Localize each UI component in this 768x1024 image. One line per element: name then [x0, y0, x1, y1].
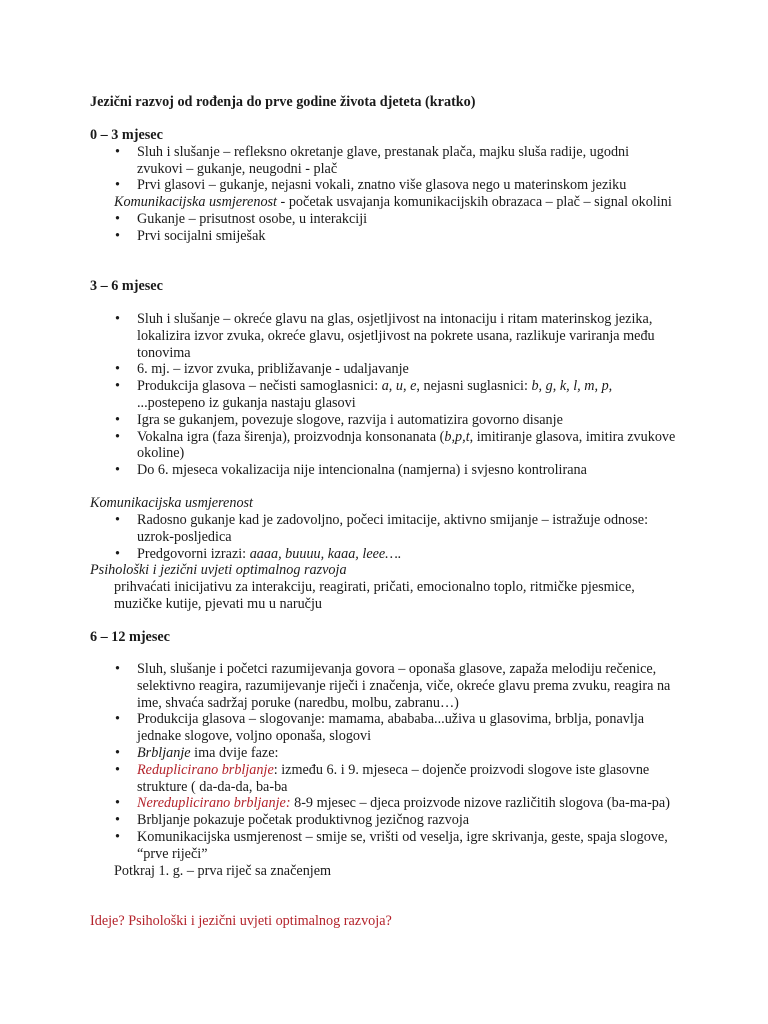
psiholoski-text: prihvaćati inicijativu za interakciju, reagirati, pričati, emocionalno toplo, ritmičke pjesmice, muzičke kutije, pjevati mu u naručju	[114, 579, 635, 612]
list-item: • Sluh, slušanje i početci razumijevanja govora – oponaša glasove, zapaža melodiju rečenice, selektivno reagira, razumijevanje riječi i značenja, viče, okreće glavu prema zvuku, reagira na ime, shvaća sadržaj poruke (naredbu, molbu, zabranu…)	[90, 661, 678, 711]
nereduplicirano-term: Nereduplicirano brbljanje:	[137, 795, 291, 812]
list-item	[90, 546, 678, 563]
section-heading: 3 – 6 mjesec	[90, 278, 163, 294]
consonants: b, g, k, l, m, p,	[531, 378, 613, 395]
reduplicirano-term: Reduplicirano brbljanje	[137, 761, 274, 778]
text: , imitiranje glasova, imitira zvukove okoline)	[137, 428, 676, 462]
list-item: • Do 6. mjeseca vokalizacija nije intencionalna (namjerna) i svjesno kontrolirana	[90, 462, 678, 479]
list-item: • Brbljanje pokazuje početak produktivnog jezičnog razvoja	[90, 812, 678, 829]
text: ...postepeno iz gukanja nastaju glasovi	[137, 394, 356, 411]
list-item: • Igra se gukanjem, povezuje slogove, razvija i automatizira govorno disanje	[90, 412, 678, 429]
komunikacija-label: Komunikacijska usmjerenost	[90, 495, 254, 511]
text: , nejasni suglasnici:	[416, 378, 532, 395]
psiholoski-label: Psihološki i jezični uvjeti optimalnog razvoja	[90, 562, 347, 579]
text: : između 6. i 9. mjeseca – dojenče proizvodi slogove iste glasovne strukture ( da-da-da, ba-ba	[137, 761, 650, 795]
list-item	[90, 795, 678, 812]
potkraj-text: Potkraj 1. g. – prva riječ sa značenjem	[114, 862, 332, 879]
komunikacija-block	[90, 512, 678, 613]
text: ima dvije faze:	[190, 744, 279, 761]
text: Vokalna igra (faza širenja), proizvodnja konsonanata (	[137, 428, 445, 445]
text: Produkcija glasova – nečisti samoglasnici:	[137, 378, 382, 395]
vowels: a, u, e	[381, 378, 417, 395]
text: Predgovorni izrazi:	[137, 545, 250, 562]
list-item: • Komunikacijska usmjerenost – smije se, vrišti od veselja, igre skrivanja, geste, spaja slogove, “prve riječi”	[90, 829, 678, 863]
list-item	[90, 745, 678, 762]
bullet-list	[90, 311, 678, 479]
section-0-3	[90, 127, 678, 245]
bullet-list	[90, 512, 678, 562]
list-item: • Prvi socijalni smiješak	[90, 228, 678, 245]
list-item: • Radosno gukanje kad je zadovoljno, počeci imitacije, aktivno smijanje – istražuje odnose: uzrok-posljedica	[90, 512, 678, 546]
list-item	[90, 762, 678, 796]
komunikacija-text: početak usvajanja komunikacijskih obrazaca – plač – signal okolini	[285, 194, 672, 211]
bullet-list	[90, 661, 678, 863]
list-item: • Gukanje – prisutnost osobe, u interakciji	[90, 211, 678, 228]
list-item: • 6. mj. – izvor zvuka, približavanje - udaljavanje	[90, 361, 678, 378]
list-item	[90, 429, 678, 463]
document-title: Jezični razvoj od rođenja do prve godine života djeteta (kratko)	[90, 94, 476, 110]
brbljanje-term: Brbljanje	[137, 744, 191, 761]
list-item: • Sluh i slušanje – refleksno okretanje glave, prestanak plača, majku sluša radije, ugodni zvukovi – gukanje, neugodni - plač	[90, 144, 678, 178]
section-6-12	[90, 661, 678, 879]
predgovorni-examples: aaaa, buuuu, kaaa, leee….	[249, 545, 402, 562]
text: 8-9 mjesec – djeca proizvode nizove različitih slogova (ba-ma-pa)	[290, 795, 670, 812]
list-item: • Prvi glasovi – gukanje, nejasni vokali, znatno više glasova nego u materinskom jeziku	[90, 177, 678, 194]
section-3-6	[90, 311, 678, 479]
komunikacija-label: Komunikacijska usmjerenost -	[114, 194, 286, 211]
list-item: • Sluh i slušanje – okreće glavu na glas, osjetljivost na intonaciju i ritam materinskog jezika, lokalizira izvor zvuka, okreće glavu, osjetljivost na pokrete usana, razlikuje variranja među tonovima	[90, 311, 678, 361]
list-item	[90, 378, 678, 412]
bullet-list	[90, 211, 678, 245]
footer-question: Ideje? Psihološki i jezični uvjeti optimalnog razvoja?	[90, 913, 392, 929]
list-item: • Produkcija glasova – slogovanje: mamama, abababa...uživa u glasovima, brblja, ponavlja jednake slogove, voljno oponaša, slogovi	[90, 711, 678, 745]
consonant-examples: b,p,t	[444, 428, 470, 445]
section-heading: 6 – 12 mjesec	[90, 629, 170, 645]
komunikacija-paragraph	[90, 194, 678, 211]
bullet-list	[90, 144, 678, 194]
section-heading: 0 – 3 mjesec	[90, 127, 163, 143]
